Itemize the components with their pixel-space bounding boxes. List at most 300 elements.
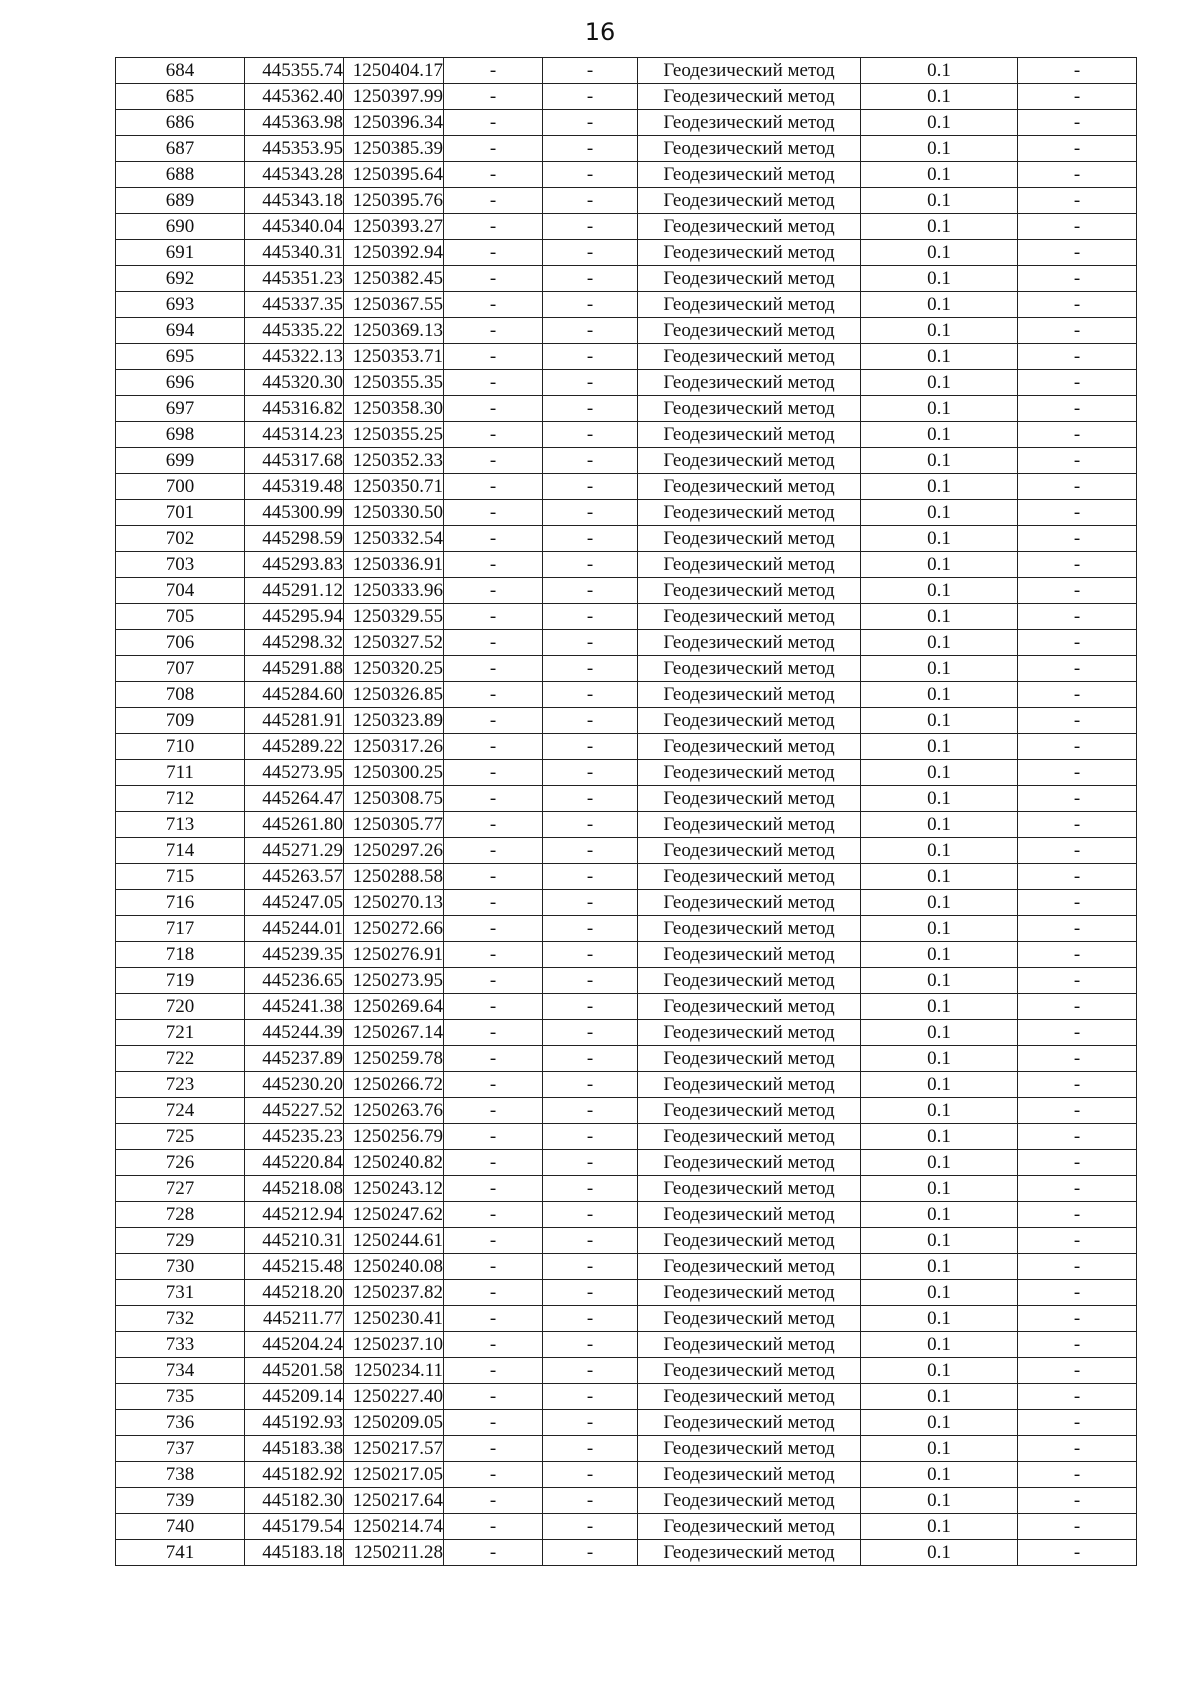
point-number-cell: 710	[116, 734, 245, 760]
empty-value-cell: -	[444, 552, 543, 578]
empty-value-cell: -	[543, 58, 638, 84]
point-number-cell: 686	[116, 110, 245, 136]
accuracy-cell: 0.1	[861, 994, 1018, 1020]
point-number-cell: 698	[116, 422, 245, 448]
method-cell: Геодезический метод	[638, 1410, 861, 1436]
x-coordinate-cell: 445300.99	[245, 500, 344, 526]
table-row	[116, 1072, 1137, 1098]
method-cell: Геодезический метод	[638, 1124, 861, 1150]
y-coordinate-cell: 1250267.14	[344, 1020, 444, 1046]
x-coordinate-cell: 445182.92	[245, 1462, 344, 1488]
y-coordinate-cell: 1250214.74	[344, 1514, 444, 1540]
empty-value-cell: -	[1018, 786, 1137, 812]
table-row	[116, 552, 1137, 578]
point-number-cell: 719	[116, 968, 245, 994]
method-cell: Геодезический метод	[638, 500, 861, 526]
y-coordinate-cell: 1250396.34	[344, 110, 444, 136]
empty-value-cell: -	[543, 1280, 638, 1306]
x-coordinate-cell: 445261.80	[245, 812, 344, 838]
method-cell: Геодезический метод	[638, 1280, 861, 1306]
y-coordinate-cell: 1250329.55	[344, 604, 444, 630]
method-cell: Геодезический метод	[638, 1072, 861, 1098]
x-coordinate-cell: 445210.31	[245, 1228, 344, 1254]
y-coordinate-cell: 1250243.12	[344, 1176, 444, 1202]
empty-value-cell: -	[444, 1150, 543, 1176]
table-row	[116, 1150, 1137, 1176]
empty-value-cell: -	[444, 344, 543, 370]
method-cell: Геодезический метод	[638, 58, 861, 84]
method-cell: Геодезический метод	[638, 474, 861, 500]
y-coordinate-cell: 1250332.54	[344, 526, 444, 552]
accuracy-cell: 0.1	[861, 1332, 1018, 1358]
point-number-cell: 690	[116, 214, 245, 240]
empty-value-cell: -	[1018, 812, 1137, 838]
method-cell: Геодезический метод	[638, 370, 861, 396]
method-cell: Геодезический метод	[638, 188, 861, 214]
accuracy-cell: 0.1	[861, 812, 1018, 838]
y-coordinate-cell: 1250269.64	[344, 994, 444, 1020]
table-row	[116, 58, 1137, 84]
y-coordinate-cell: 1250326.85	[344, 682, 444, 708]
point-number-cell: 713	[116, 812, 245, 838]
table-row	[116, 474, 1137, 500]
empty-value-cell: -	[1018, 526, 1137, 552]
y-coordinate-cell: 1250404.17	[344, 58, 444, 84]
x-coordinate-cell: 445316.82	[245, 396, 344, 422]
empty-value-cell: -	[1018, 1384, 1137, 1410]
empty-value-cell: -	[444, 760, 543, 786]
accuracy-cell: 0.1	[861, 1410, 1018, 1436]
method-cell: Геодезический метод	[638, 864, 861, 890]
empty-value-cell: -	[444, 916, 543, 942]
x-coordinate-cell: 445244.01	[245, 916, 344, 942]
y-coordinate-cell: 1250259.78	[344, 1046, 444, 1072]
empty-value-cell: -	[543, 84, 638, 110]
x-coordinate-cell: 445320.30	[245, 370, 344, 396]
empty-value-cell: -	[444, 474, 543, 500]
empty-value-cell: -	[1018, 84, 1137, 110]
empty-value-cell: -	[444, 1540, 543, 1566]
empty-value-cell: -	[1018, 448, 1137, 474]
empty-value-cell: -	[1018, 58, 1137, 84]
x-coordinate-cell: 445322.13	[245, 344, 344, 370]
empty-value-cell: -	[444, 812, 543, 838]
empty-value-cell: -	[543, 1462, 638, 1488]
method-cell: Геодезический метод	[638, 1514, 861, 1540]
accuracy-cell: 0.1	[861, 344, 1018, 370]
empty-value-cell: -	[1018, 578, 1137, 604]
x-coordinate-cell: 445212.94	[245, 1202, 344, 1228]
empty-value-cell: -	[444, 890, 543, 916]
empty-value-cell: -	[1018, 1436, 1137, 1462]
point-number-cell: 737	[116, 1436, 245, 1462]
point-number-cell: 731	[116, 1280, 245, 1306]
method-cell: Геодезический метод	[638, 994, 861, 1020]
empty-value-cell: -	[444, 578, 543, 604]
empty-value-cell: -	[1018, 1228, 1137, 1254]
y-coordinate-cell: 1250240.82	[344, 1150, 444, 1176]
accuracy-cell: 0.1	[861, 58, 1018, 84]
empty-value-cell: -	[543, 448, 638, 474]
empty-value-cell: -	[543, 396, 638, 422]
empty-value-cell: -	[543, 266, 638, 292]
method-cell: Геодезический метод	[638, 1358, 861, 1384]
empty-value-cell: -	[1018, 500, 1137, 526]
empty-value-cell: -	[1018, 1072, 1137, 1098]
empty-value-cell: -	[1018, 838, 1137, 864]
empty-value-cell: -	[543, 760, 638, 786]
point-number-cell: 732	[116, 1306, 245, 1332]
empty-value-cell: -	[543, 214, 638, 240]
empty-value-cell: -	[543, 1384, 638, 1410]
empty-value-cell: -	[1018, 1150, 1137, 1176]
method-cell: Геодезический метод	[638, 786, 861, 812]
method-cell: Геодезический метод	[638, 838, 861, 864]
empty-value-cell: -	[543, 708, 638, 734]
x-coordinate-cell: 445351.23	[245, 266, 344, 292]
empty-value-cell: -	[444, 942, 543, 968]
accuracy-cell: 0.1	[861, 1046, 1018, 1072]
method-cell: Геодезический метод	[638, 1020, 861, 1046]
x-coordinate-cell: 445247.05	[245, 890, 344, 916]
x-coordinate-cell: 445337.35	[245, 292, 344, 318]
method-cell: Геодезический метод	[638, 604, 861, 630]
table-row	[116, 422, 1137, 448]
empty-value-cell: -	[543, 682, 638, 708]
empty-value-cell: -	[543, 1150, 638, 1176]
method-cell: Геодезический метод	[638, 292, 861, 318]
empty-value-cell: -	[543, 110, 638, 136]
accuracy-cell: 0.1	[861, 448, 1018, 474]
empty-value-cell: -	[543, 1072, 638, 1098]
empty-value-cell: -	[543, 838, 638, 864]
table-body	[116, 58, 1137, 1566]
empty-value-cell: -	[1018, 1020, 1137, 1046]
x-coordinate-cell: 445343.18	[245, 188, 344, 214]
empty-value-cell: -	[444, 448, 543, 474]
empty-value-cell: -	[1018, 422, 1137, 448]
empty-value-cell: -	[444, 1020, 543, 1046]
table-row	[116, 916, 1137, 942]
empty-value-cell: -	[543, 630, 638, 656]
accuracy-cell: 0.1	[861, 188, 1018, 214]
table-row	[116, 1228, 1137, 1254]
point-number-cell: 736	[116, 1410, 245, 1436]
point-number-cell: 689	[116, 188, 245, 214]
y-coordinate-cell: 1250353.71	[344, 344, 444, 370]
point-number-cell: 708	[116, 682, 245, 708]
table-row	[116, 864, 1137, 890]
empty-value-cell: -	[1018, 604, 1137, 630]
table-row	[116, 370, 1137, 396]
table-row	[116, 1280, 1137, 1306]
method-cell: Геодезический метод	[638, 214, 861, 240]
accuracy-cell: 0.1	[861, 1254, 1018, 1280]
table-row	[116, 656, 1137, 682]
method-cell: Геодезический метод	[638, 916, 861, 942]
empty-value-cell: -	[444, 136, 543, 162]
y-coordinate-cell: 1250230.41	[344, 1306, 444, 1332]
point-number-cell: 724	[116, 1098, 245, 1124]
y-coordinate-cell: 1250209.05	[344, 1410, 444, 1436]
empty-value-cell: -	[543, 656, 638, 682]
table-row	[116, 240, 1137, 266]
empty-value-cell: -	[1018, 1514, 1137, 1540]
empty-value-cell: -	[444, 1358, 543, 1384]
empty-value-cell: -	[1018, 1254, 1137, 1280]
y-coordinate-cell: 1250385.39	[344, 136, 444, 162]
accuracy-cell: 0.1	[861, 552, 1018, 578]
empty-value-cell: -	[444, 1124, 543, 1150]
x-coordinate-cell: 445220.84	[245, 1150, 344, 1176]
empty-value-cell: -	[444, 422, 543, 448]
method-cell: Геодезический метод	[638, 162, 861, 188]
point-number-cell: 726	[116, 1150, 245, 1176]
accuracy-cell: 0.1	[861, 1228, 1018, 1254]
x-coordinate-cell: 445211.77	[245, 1306, 344, 1332]
empty-value-cell: -	[543, 1124, 638, 1150]
empty-value-cell: -	[444, 500, 543, 526]
empty-value-cell: -	[1018, 396, 1137, 422]
empty-value-cell: -	[444, 786, 543, 812]
accuracy-cell: 0.1	[861, 526, 1018, 552]
empty-value-cell: -	[1018, 110, 1137, 136]
point-number-cell: 705	[116, 604, 245, 630]
point-number-cell: 714	[116, 838, 245, 864]
y-coordinate-cell: 1250392.94	[344, 240, 444, 266]
empty-value-cell: -	[444, 214, 543, 240]
point-number-cell: 684	[116, 58, 245, 84]
table-row	[116, 708, 1137, 734]
empty-value-cell: -	[444, 630, 543, 656]
accuracy-cell: 0.1	[861, 1098, 1018, 1124]
accuracy-cell: 0.1	[861, 760, 1018, 786]
table-row	[116, 1540, 1137, 1566]
empty-value-cell: -	[444, 1280, 543, 1306]
empty-value-cell: -	[543, 526, 638, 552]
empty-value-cell: -	[543, 994, 638, 1020]
accuracy-cell: 0.1	[861, 578, 1018, 604]
accuracy-cell: 0.1	[861, 136, 1018, 162]
y-coordinate-cell: 1250333.96	[344, 578, 444, 604]
empty-value-cell: -	[1018, 656, 1137, 682]
point-number-cell: 706	[116, 630, 245, 656]
x-coordinate-cell: 445179.54	[245, 1514, 344, 1540]
accuracy-cell: 0.1	[861, 1436, 1018, 1462]
accuracy-cell: 0.1	[861, 786, 1018, 812]
y-coordinate-cell: 1250336.91	[344, 552, 444, 578]
point-number-cell: 717	[116, 916, 245, 942]
y-coordinate-cell: 1250237.82	[344, 1280, 444, 1306]
point-number-cell: 728	[116, 1202, 245, 1228]
table-row	[116, 1436, 1137, 1462]
x-coordinate-cell: 445319.48	[245, 474, 344, 500]
empty-value-cell: -	[543, 734, 638, 760]
y-coordinate-cell: 1250395.76	[344, 188, 444, 214]
accuracy-cell: 0.1	[861, 422, 1018, 448]
empty-value-cell: -	[1018, 1046, 1137, 1072]
point-number-cell: 729	[116, 1228, 245, 1254]
x-coordinate-cell: 445291.12	[245, 578, 344, 604]
empty-value-cell: -	[1018, 370, 1137, 396]
point-number-cell: 693	[116, 292, 245, 318]
y-coordinate-cell: 1250217.05	[344, 1462, 444, 1488]
x-coordinate-cell: 445273.95	[245, 760, 344, 786]
empty-value-cell: -	[543, 1488, 638, 1514]
empty-value-cell: -	[543, 786, 638, 812]
accuracy-cell: 0.1	[861, 1020, 1018, 1046]
x-coordinate-cell: 445295.94	[245, 604, 344, 630]
empty-value-cell: -	[444, 1332, 543, 1358]
empty-value-cell: -	[444, 1488, 543, 1514]
empty-value-cell: -	[543, 604, 638, 630]
table-row	[116, 1124, 1137, 1150]
table-row	[116, 734, 1137, 760]
empty-value-cell: -	[543, 1436, 638, 1462]
empty-value-cell: -	[444, 292, 543, 318]
x-coordinate-cell: 445183.38	[245, 1436, 344, 1462]
table-row	[116, 1020, 1137, 1046]
x-coordinate-cell: 445182.30	[245, 1488, 344, 1514]
method-cell: Геодезический метод	[638, 266, 861, 292]
table-row	[116, 682, 1137, 708]
method-cell: Геодезический метод	[638, 1436, 861, 1462]
y-coordinate-cell: 1250305.77	[344, 812, 444, 838]
y-coordinate-cell: 1250397.99	[344, 84, 444, 110]
y-coordinate-cell: 1250330.50	[344, 500, 444, 526]
empty-value-cell: -	[444, 370, 543, 396]
table-row	[116, 526, 1137, 552]
y-coordinate-cell: 1250217.57	[344, 1436, 444, 1462]
accuracy-cell: 0.1	[861, 1514, 1018, 1540]
empty-value-cell: -	[543, 1254, 638, 1280]
x-coordinate-cell: 445244.39	[245, 1020, 344, 1046]
empty-value-cell: -	[444, 994, 543, 1020]
table-row	[116, 838, 1137, 864]
x-coordinate-cell: 445355.74	[245, 58, 344, 84]
empty-value-cell: -	[444, 1098, 543, 1124]
empty-value-cell: -	[444, 266, 543, 292]
accuracy-cell: 0.1	[861, 864, 1018, 890]
empty-value-cell: -	[444, 864, 543, 890]
table-row	[116, 1410, 1137, 1436]
x-coordinate-cell: 445204.24	[245, 1332, 344, 1358]
y-coordinate-cell: 1250217.64	[344, 1488, 444, 1514]
point-number-cell: 701	[116, 500, 245, 526]
accuracy-cell: 0.1	[861, 1072, 1018, 1098]
accuracy-cell: 0.1	[861, 656, 1018, 682]
empty-value-cell: -	[444, 396, 543, 422]
method-cell: Геодезический метод	[638, 630, 861, 656]
empty-value-cell: -	[1018, 136, 1137, 162]
x-coordinate-cell: 445239.35	[245, 942, 344, 968]
empty-value-cell: -	[543, 318, 638, 344]
accuracy-cell: 0.1	[861, 682, 1018, 708]
empty-value-cell: -	[543, 552, 638, 578]
empty-value-cell: -	[444, 1254, 543, 1280]
table-row	[116, 500, 1137, 526]
empty-value-cell: -	[543, 1098, 638, 1124]
point-number-cell: 730	[116, 1254, 245, 1280]
x-coordinate-cell: 445340.31	[245, 240, 344, 266]
method-cell: Геодезический метод	[638, 1332, 861, 1358]
accuracy-cell: 0.1	[861, 1124, 1018, 1150]
empty-value-cell: -	[1018, 552, 1137, 578]
point-number-cell: 739	[116, 1488, 245, 1514]
y-coordinate-cell: 1250323.89	[344, 708, 444, 734]
accuracy-cell: 0.1	[861, 84, 1018, 110]
point-number-cell: 725	[116, 1124, 245, 1150]
empty-value-cell: -	[444, 682, 543, 708]
empty-value-cell: -	[444, 526, 543, 552]
x-coordinate-cell: 445235.23	[245, 1124, 344, 1150]
method-cell: Геодезический метод	[638, 526, 861, 552]
table-row	[116, 1202, 1137, 1228]
empty-value-cell: -	[1018, 1280, 1137, 1306]
empty-value-cell: -	[543, 812, 638, 838]
x-coordinate-cell: 445227.52	[245, 1098, 344, 1124]
empty-value-cell: -	[1018, 942, 1137, 968]
point-number-cell: 697	[116, 396, 245, 422]
point-number-cell: 712	[116, 786, 245, 812]
empty-value-cell: -	[1018, 916, 1137, 942]
point-number-cell: 700	[116, 474, 245, 500]
accuracy-cell: 0.1	[861, 1202, 1018, 1228]
accuracy-cell: 0.1	[861, 1280, 1018, 1306]
empty-value-cell: -	[543, 162, 638, 188]
y-coordinate-cell: 1250393.27	[344, 214, 444, 240]
empty-value-cell: -	[543, 136, 638, 162]
method-cell: Геодезический метод	[638, 682, 861, 708]
empty-value-cell: -	[1018, 240, 1137, 266]
empty-value-cell: -	[543, 1540, 638, 1566]
x-coordinate-cell: 445289.22	[245, 734, 344, 760]
point-number-cell: 691	[116, 240, 245, 266]
empty-value-cell: -	[1018, 1098, 1137, 1124]
empty-value-cell: -	[444, 968, 543, 994]
table-row	[116, 1098, 1137, 1124]
x-coordinate-cell: 445209.14	[245, 1384, 344, 1410]
y-coordinate-cell: 1250247.62	[344, 1202, 444, 1228]
x-coordinate-cell: 445314.23	[245, 422, 344, 448]
accuracy-cell: 0.1	[861, 734, 1018, 760]
method-cell: Геодезический метод	[638, 812, 861, 838]
y-coordinate-cell: 1250297.26	[344, 838, 444, 864]
empty-value-cell: -	[1018, 1124, 1137, 1150]
accuracy-cell: 0.1	[861, 630, 1018, 656]
x-coordinate-cell: 445264.47	[245, 786, 344, 812]
x-coordinate-cell: 445183.18	[245, 1540, 344, 1566]
method-cell: Геодезический метод	[638, 760, 861, 786]
empty-value-cell: -	[543, 1514, 638, 1540]
y-coordinate-cell: 1250266.72	[344, 1072, 444, 1098]
y-coordinate-cell: 1250317.26	[344, 734, 444, 760]
empty-value-cell: -	[444, 708, 543, 734]
empty-value-cell: -	[1018, 162, 1137, 188]
empty-value-cell: -	[444, 1436, 543, 1462]
point-number-cell: 692	[116, 266, 245, 292]
empty-value-cell: -	[1018, 1462, 1137, 1488]
method-cell: Геодезический метод	[638, 1488, 861, 1514]
y-coordinate-cell: 1250256.79	[344, 1124, 444, 1150]
method-cell: Геодезический метод	[638, 1306, 861, 1332]
accuracy-cell: 0.1	[861, 1358, 1018, 1384]
point-number-cell: 720	[116, 994, 245, 1020]
table-row	[116, 890, 1137, 916]
table-row	[116, 812, 1137, 838]
empty-value-cell: -	[1018, 344, 1137, 370]
table-row	[116, 292, 1137, 318]
